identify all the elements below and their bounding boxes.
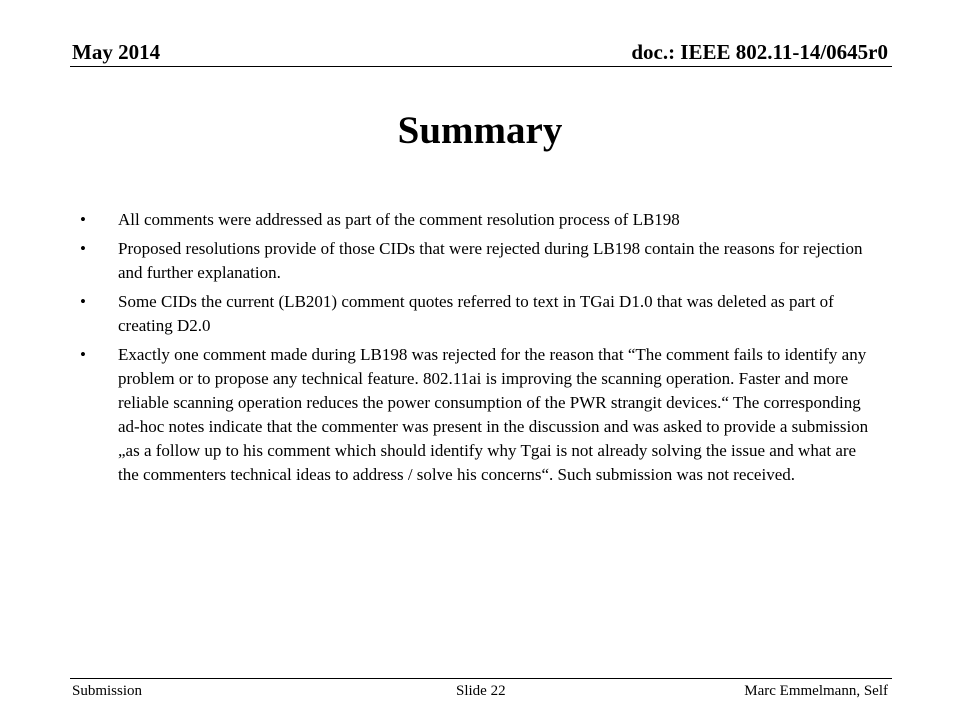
bullet-icon: • [80,292,86,311]
bullet-list [80,208,880,492]
bullet-text: All comments were addressed as part of the comment resolution process of LB198 [118,210,680,229]
bullet-item [80,343,880,487]
footer-submission: Submission [72,683,143,699]
header-date: May 2014 [72,40,161,64]
bullet-item [80,208,880,232]
footer-divider [70,678,892,679]
bullet-text: Some CIDs the current (LB201) comment quotes referred to text in TGai D1.0 that was deleted as part of creating D2.0 [118,292,834,335]
bullet-icon: • [80,239,86,258]
footer-author: Marc Emmelmann, Self [744,683,888,699]
bullet-item [80,237,880,285]
bullet-text: Proposed resolutions provide of those CIDs that were rejected during LB198 contain the reasons for rejection and further explanation. [118,239,863,282]
bullet-icon: • [80,345,86,364]
slide-title: Summary [397,109,563,152]
header-divider [70,66,892,67]
footer-slide-number: Slide 22 [456,683,506,699]
bullet-item [80,290,880,338]
header-doc-id: doc.: IEEE 802.11-14/0645r0 [631,40,888,64]
bullet-icon: • [80,210,86,229]
bullet-text: Exactly one comment made during LB198 was rejected for the reason that “The comment fails to identify any problem or to propose any technical feature. 802.11ai is improving the scanning operation. Faster and more reliable scanning operation reduces the power consumption of the PWR strangit devices.“ The corresponding ad-hoc notes indicate that the commenter was present in the discussion and was asked to provide a submission „as a follow up to his comment which should identify why Tgai is not already solving the issue and what are the commenters technical ideas to address / solve his concerns“. Such submission was not received. [118,345,869,484]
